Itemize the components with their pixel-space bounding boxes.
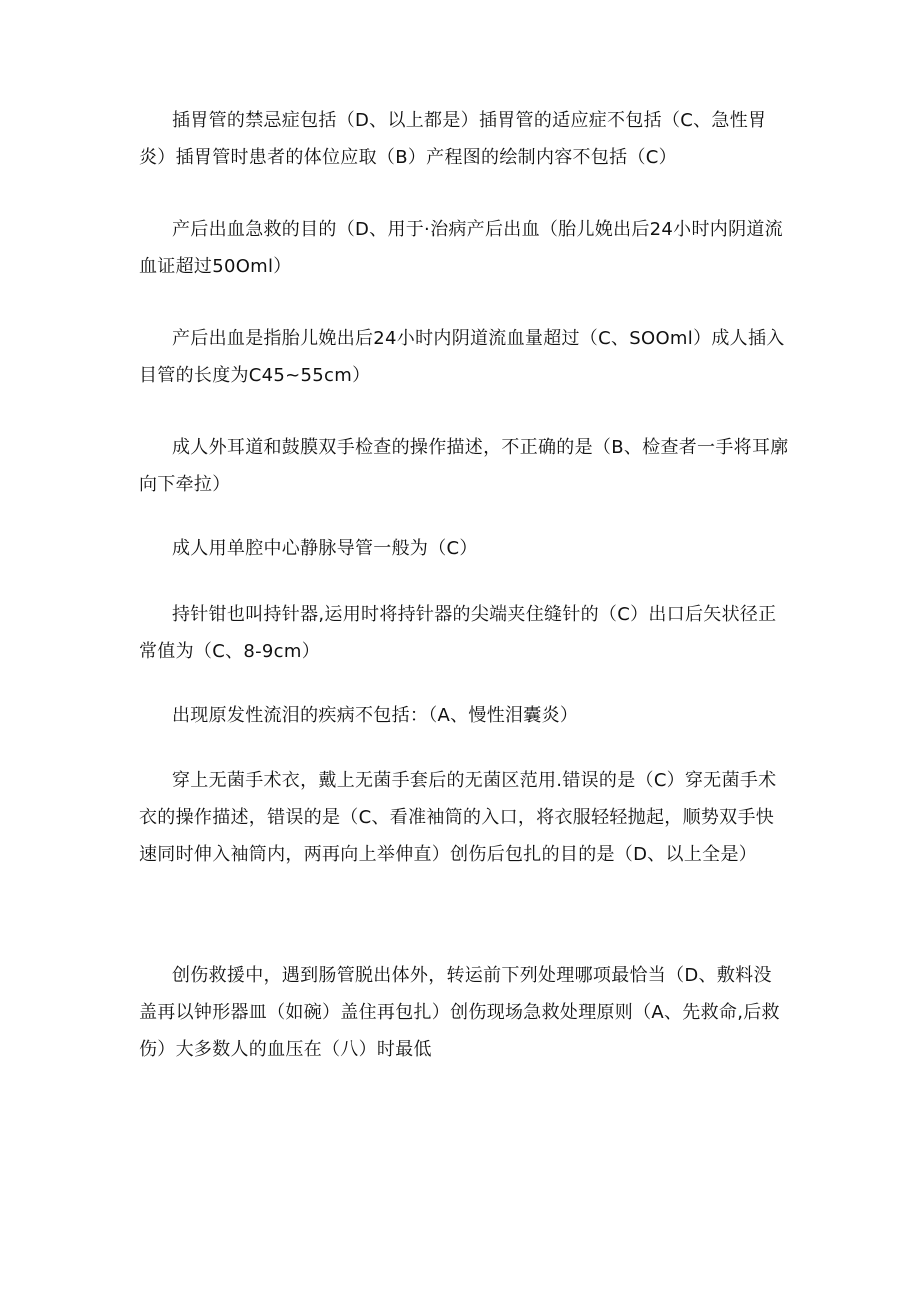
paragraph-needle-holder: 持针钳也叫持针器,运用时将持针器的尖端夹住缝针的（C）出口后矢状径正常值为（C、8-9cm） bbox=[139, 604, 777, 662]
paragraph-trauma-rescue: 创伤救援中，遇到肠管脱出体外，转运前下列处理哪项最恰当（D、敷料没盖再以钟形器皿（如碗）盖住再包扎）创伤现场急救处理原则（A、先救命,后救伤）大多数人的血压在（八）时最低 bbox=[139, 965, 780, 1060]
paragraph-gastric-tube: 插胃管的禁忌症包括（D、以上都是）插胃管的适应症不包括（C、急性胃炎）插胃管时患者的体位应取（B）产程图的绘制内容不包括（C） bbox=[139, 110, 767, 168]
paragraph-sterile-gown: 穿上无菌手术衣，戴上无菌手套后的无菌区范用.错误的是（C）穿无菌手术衣的操作描述，错误的是（C、看准袖筒的入口，将衣服轻轻抛起，顺势双手快速同时伸入袖筒内，两再向上举伸直）创伤后包扎的目的是（D、以上全是） bbox=[139, 770, 777, 865]
paragraph-central-venous-catheter: 成人用单腔中心静脉导管一般为（C） bbox=[172, 538, 478, 559]
paragraph-primary-tearing: 出现原发性流泪的疾病不包括：（A、慢性泪囊炎） bbox=[172, 705, 579, 726]
paragraph-postpartum-hemorrhage-definition: 产后出血是指胎儿娩出后24小时内阴道流血量超过（C、SOOml）成人插入目管的长度为C45~55cm） bbox=[139, 328, 785, 386]
paragraph-ear-examination: 成人外耳道和鼓膜双手检查的操作描述，不正确的是（B、检查者一手将耳廓向下牵拉） bbox=[139, 437, 789, 495]
paragraph-postpartum-hemorrhage-rescue: 产后出血急救的目的（D、用于·治病产后出血（胎儿娩出后24小时内阴道流血证超过50Oml） bbox=[139, 219, 783, 277]
